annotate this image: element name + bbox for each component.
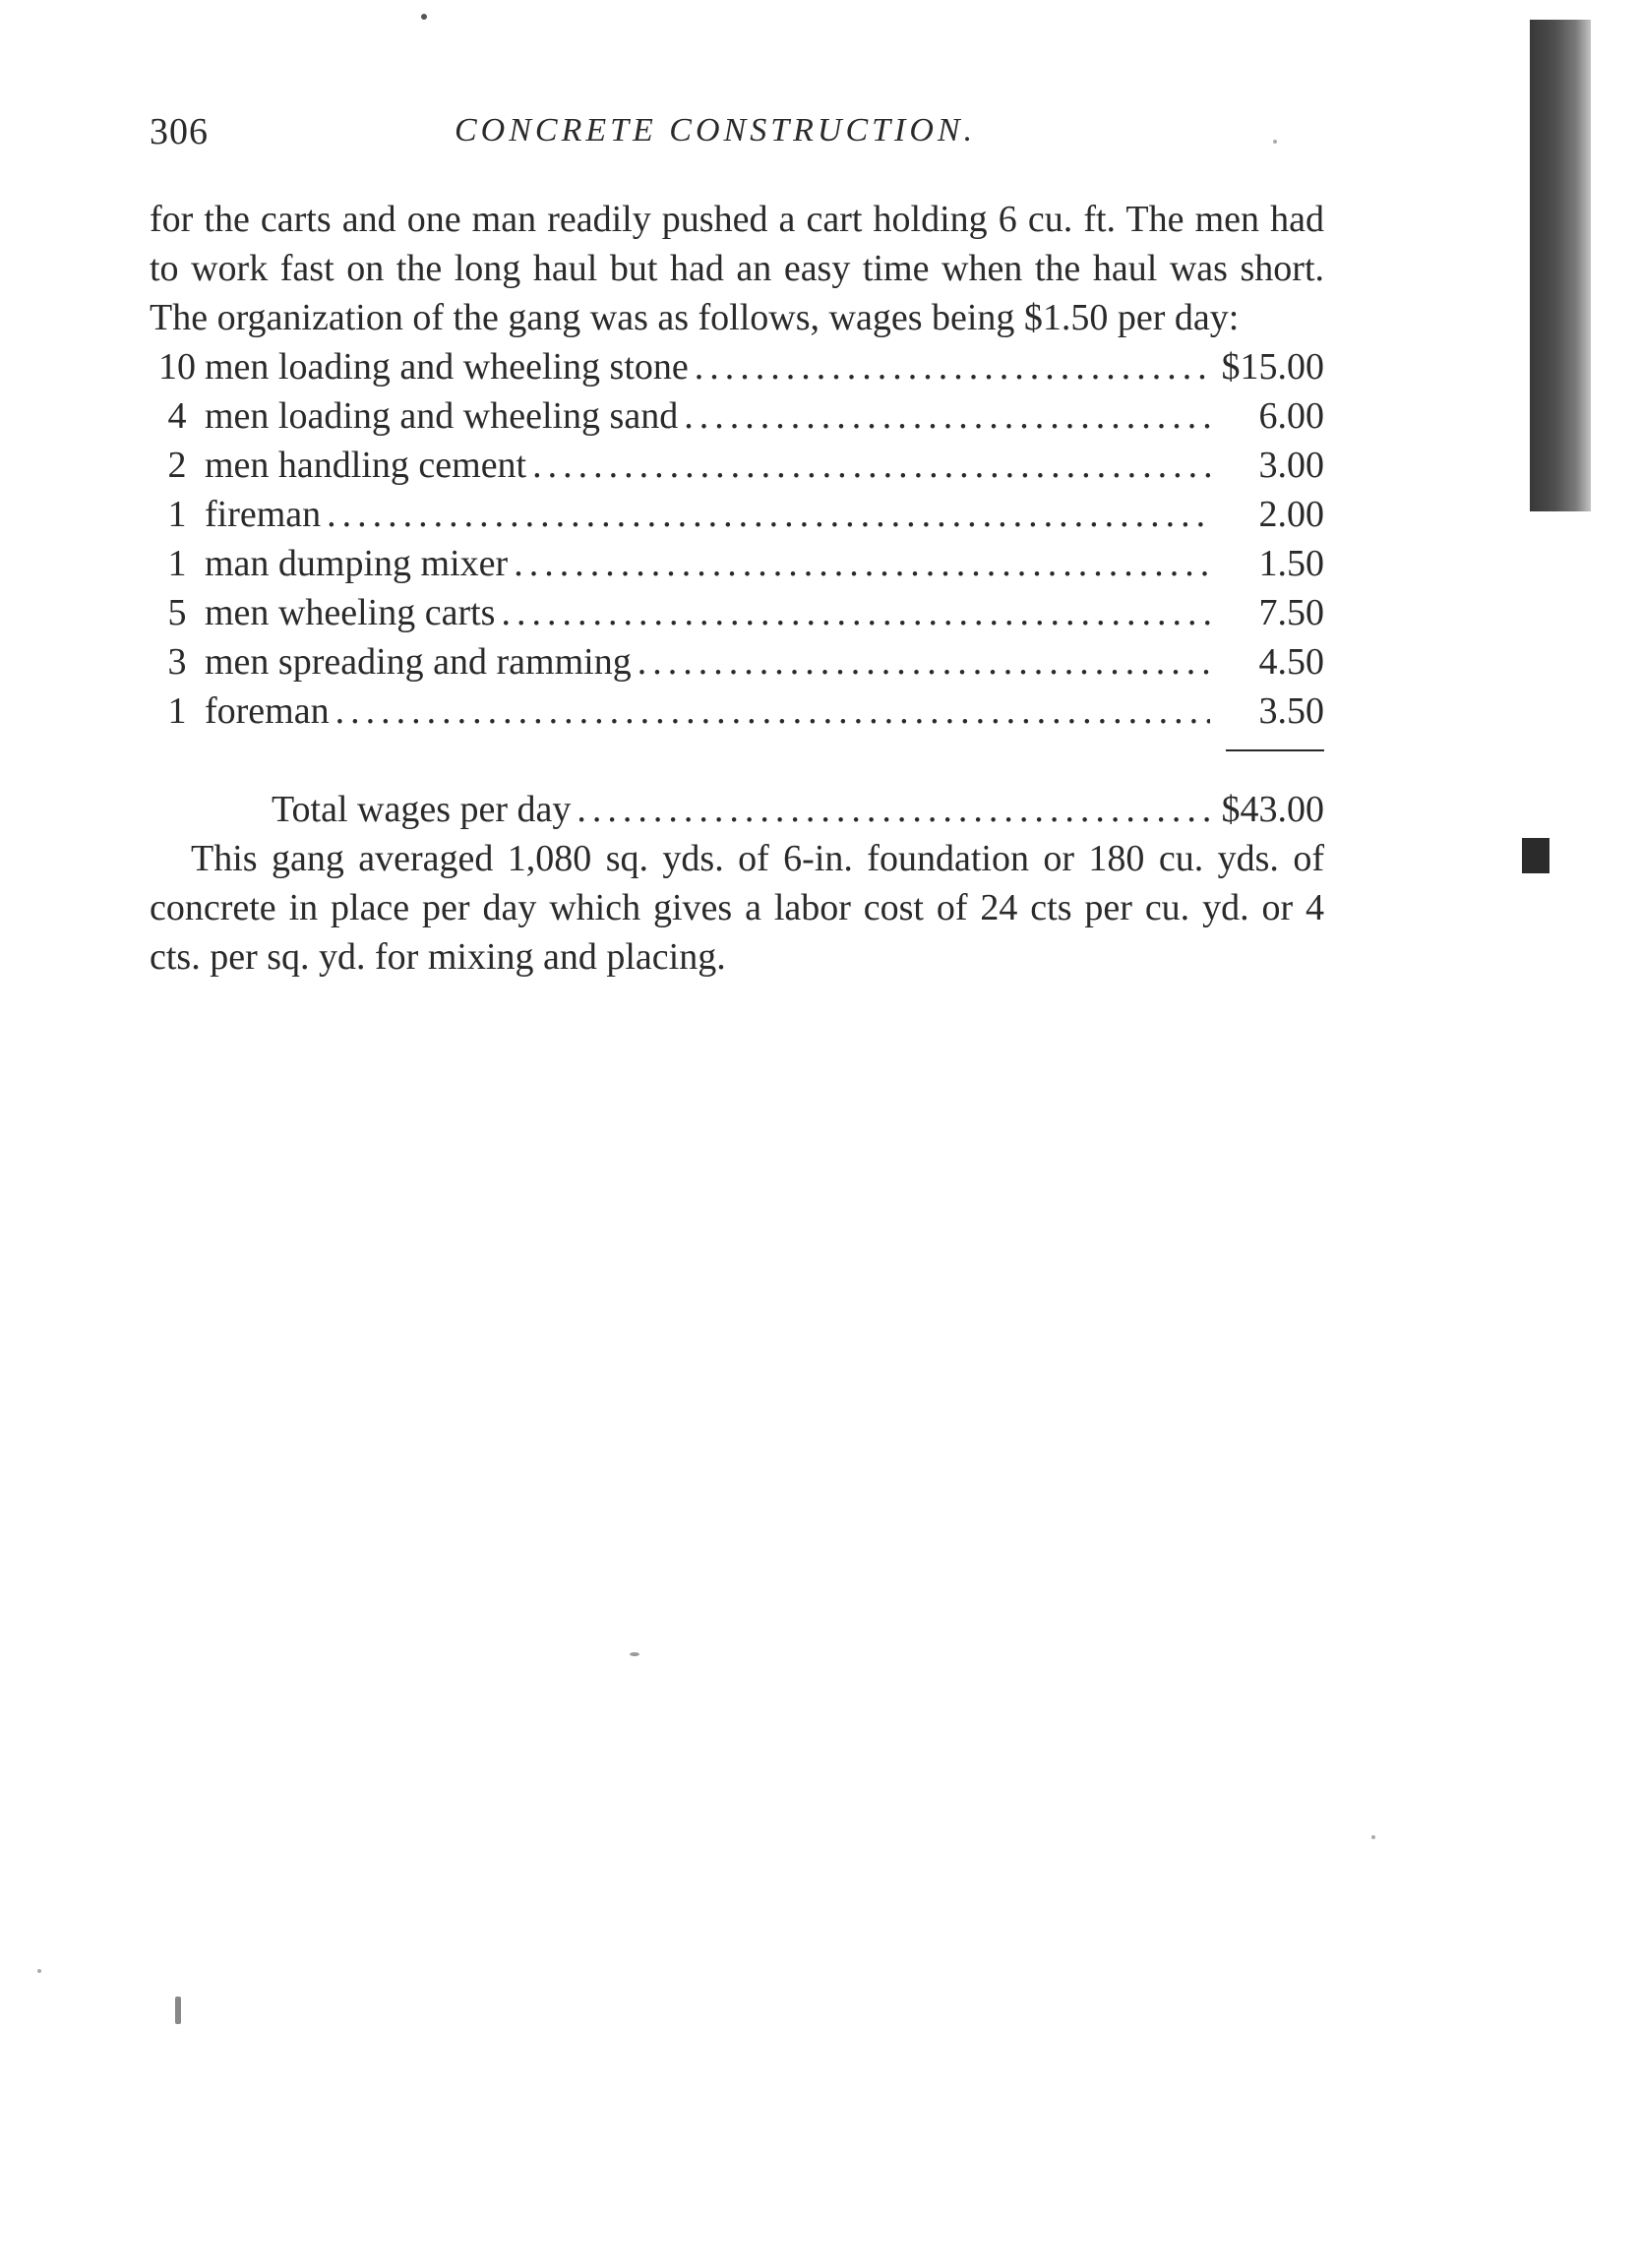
- closing-paragraph: This gang averaged 1,080 sq. yds. of 6-in. foundation or 180 cu. yds. of concrete in place per day which gives a labor cost of 24 cts per cu. yd. or 4 cts. per sq. yd. for mixing and placing.: [150, 838, 1324, 978]
- scan-speck: [175, 1997, 181, 2024]
- dot-leader: [327, 490, 1210, 539]
- wage-qty: 5: [167, 592, 187, 633]
- intro-paragraph: for the carts and one man readily pushed a cart holding 6 cu. ft. The men had to work fast on the long haul but had an easy time when the haul was short. The organization of the gang was as follows, wages being $1.50 per day:: [150, 199, 1324, 338]
- wage-table: [150, 342, 1324, 834]
- sum-rule: [1226, 749, 1324, 751]
- wage-amount: 3.00: [1258, 445, 1324, 486]
- wage-desc: men loading and wheeling sand: [205, 395, 679, 437]
- dot-leader: [577, 785, 1210, 834]
- running-head: [150, 110, 1324, 159]
- wage-row: [150, 342, 1324, 391]
- dot-leader: [638, 637, 1210, 686]
- wage-amount: 6.00: [1258, 395, 1324, 437]
- scan-speck: [1273, 140, 1277, 144]
- wage-qty: 1: [167, 543, 187, 584]
- wage-qty: 10: [158, 346, 196, 388]
- total-row: [150, 785, 1324, 834]
- dot-leader: [684, 391, 1210, 441]
- body-text: [150, 195, 1324, 982]
- dot-leader: [532, 441, 1210, 490]
- sum-rule-row: [150, 736, 1324, 759]
- dot-leader: [335, 686, 1210, 736]
- scan-speck: [37, 1969, 41, 1973]
- wage-qty: 2: [167, 445, 187, 486]
- wage-amount: 7.50: [1258, 592, 1324, 633]
- wage-amount: 4.50: [1258, 641, 1324, 683]
- wage-qty: 4: [167, 395, 187, 437]
- scan-edge-shadow: [1512, 0, 1640, 2268]
- wage-desc: man dumping mixer: [205, 543, 509, 584]
- scan-ink-mark: [1522, 838, 1549, 873]
- wage-row: [150, 490, 1324, 539]
- wage-desc: men handling cement: [205, 445, 527, 486]
- scan-speck: [630, 1652, 639, 1656]
- wage-row: [150, 588, 1324, 637]
- wage-desc: fireman: [205, 494, 322, 535]
- scan-binding-shadow: [1530, 20, 1591, 511]
- wage-qty: 3: [167, 641, 187, 683]
- wage-row: [150, 391, 1324, 441]
- wage-desc: foreman: [205, 690, 330, 732]
- wage-row: [150, 686, 1324, 736]
- dot-leader: [514, 539, 1210, 588]
- wage-qty: 1: [167, 494, 187, 535]
- wage-amount: $15.00: [1221, 346, 1324, 388]
- wage-desc: men loading and wheeling stone: [205, 346, 689, 388]
- dot-leader: [695, 342, 1210, 391]
- scan-speck: [1371, 1835, 1375, 1839]
- wage-amount: 1.50: [1258, 543, 1324, 584]
- wage-qty: 1: [167, 690, 187, 732]
- wage-desc: men wheeling carts: [205, 592, 496, 633]
- wage-amount: 2.00: [1258, 494, 1324, 535]
- wage-row: [150, 539, 1324, 588]
- dot-leader: [501, 588, 1210, 637]
- total-amount: $43.00: [1221, 789, 1324, 830]
- wage-row: [150, 637, 1324, 686]
- scan-speck: [421, 14, 427, 20]
- page-number: 306: [150, 111, 209, 152]
- wage-desc: men spreading and ramming: [205, 641, 632, 683]
- wage-row: [150, 441, 1324, 490]
- wage-amount: 3.50: [1258, 690, 1324, 732]
- total-label: Total wages per day: [272, 789, 572, 830]
- book-title: CONCRETE CONSTRUCTION.: [455, 112, 977, 149]
